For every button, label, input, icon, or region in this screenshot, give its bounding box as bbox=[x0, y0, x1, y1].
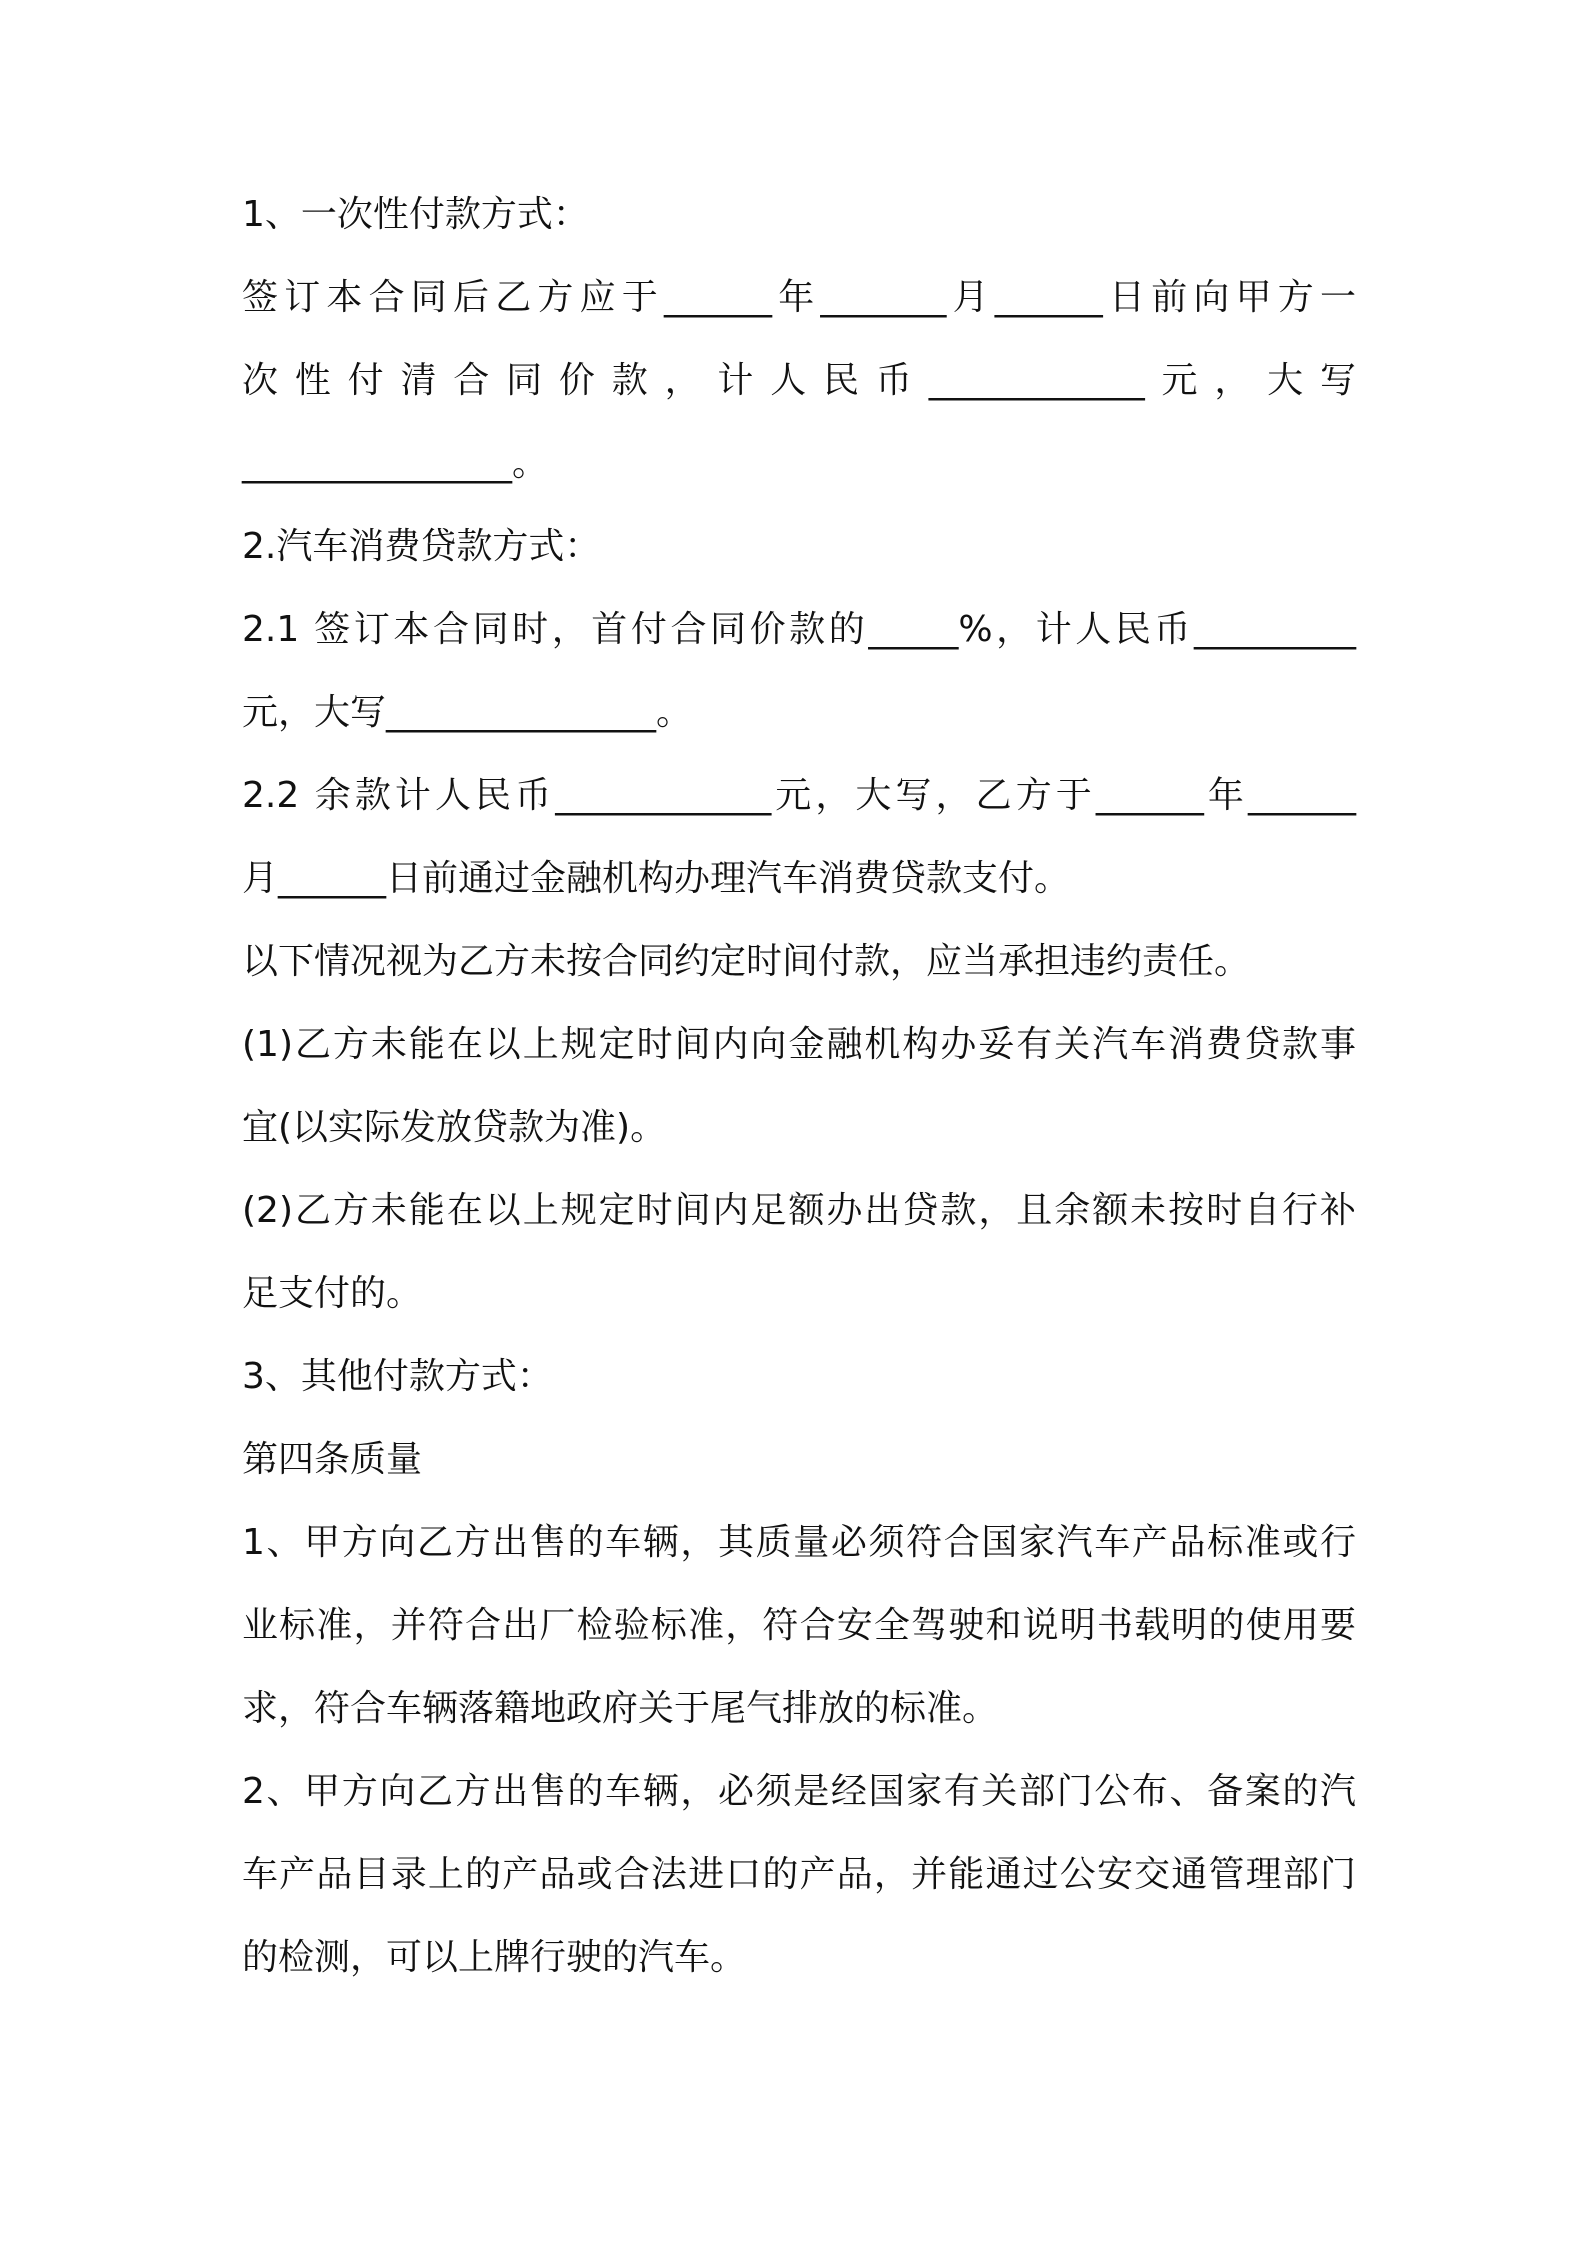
article-heading-quality: 第四条质量 bbox=[242, 1439, 423, 1480]
paragraph-line: 宜(以实际发放贷款为准)。 bbox=[242, 1107, 667, 1148]
paragraph-line: 2、甲方向乙方出售的车辆，必须是经国家有关部门公布、备案的汽 bbox=[242, 1771, 1356, 1812]
paragraph-line: 足支付的。 bbox=[242, 1273, 423, 1314]
document-page bbox=[242, 195, 1356, 2021]
paragraph-line: (2)乙方未能在以上规定时间内足额办出贷款，且余额未按时自行补 bbox=[242, 1190, 1356, 1231]
paragraph-line: (1)乙方未能在以上规定时间内向金融机构办妥有关汽车消费贷款事 bbox=[242, 1024, 1356, 1065]
paragraph-line: 1、甲方向乙方出售的车辆，其质量必须符合国家汽车产品标准或行 bbox=[242, 1522, 1356, 1563]
paragraph-line: 次性付清合同价款，计人民币____________元，大写 bbox=[242, 360, 1356, 401]
paragraph-line: 元，大写_______________。 bbox=[242, 692, 693, 733]
paragraph-line: 的检测，可以上牌行驶的汽车。 bbox=[242, 1937, 747, 1978]
paragraph-line: 2.1 签订本合同时，首付合同价款的_____%，计人民币_________ bbox=[242, 609, 1356, 650]
paragraph-line: 车产品目录上的产品或合法进口的产品，并能通过公安交通管理部门 bbox=[242, 1854, 1356, 1895]
paragraph-line: 业标准，并符合出厂检验标准，符合安全驾驶和说明书载明的使用要 bbox=[242, 1605, 1356, 1646]
paragraph-line: 签订本合同后乙方应于______年_______月______日前向甲方一 bbox=[242, 277, 1356, 318]
section-heading-other-payment: 3、其他付款方式： bbox=[242, 1356, 553, 1397]
section-heading-lump-sum: 1、一次性付款方式： bbox=[242, 194, 589, 235]
paragraph-line: _______________。 bbox=[242, 443, 548, 484]
paragraph-line: 月______日前通过金融机构办理汽车消费贷款支付。 bbox=[242, 858, 1071, 899]
paragraph-line: 以下情况视为乙方未按合同约定时间付款，应当承担违约责任。 bbox=[242, 941, 1251, 982]
paragraph-line: 求，符合车辆落籍地政府关于尾气排放的标准。 bbox=[242, 1688, 999, 1729]
section-heading-loan: 2.汽车消费贷款方式： bbox=[242, 526, 601, 567]
paragraph-line: 2.2 余款计人民币____________元，大写，乙方于______年______ bbox=[242, 775, 1356, 816]
